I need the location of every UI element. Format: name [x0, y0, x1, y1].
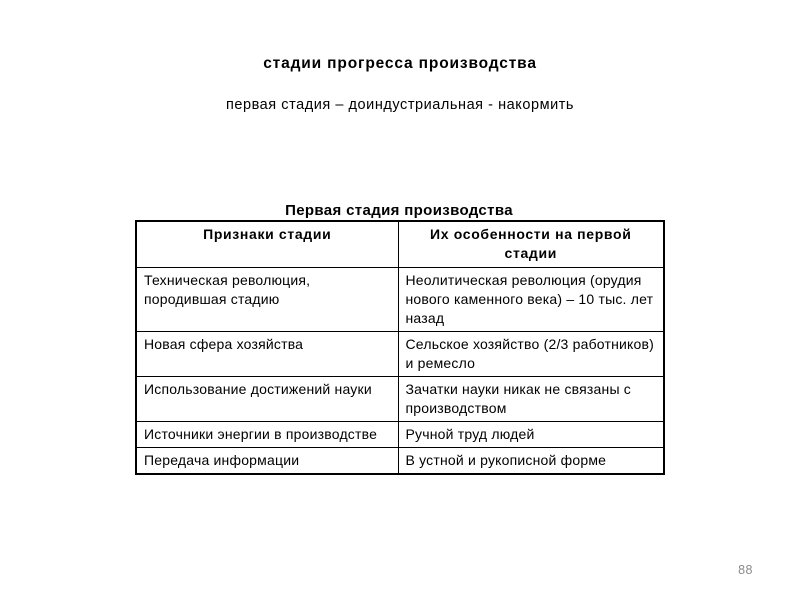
cell-feature: Использование достижений науки	[136, 377, 398, 422]
table-caption: Первая стадия производства	[285, 202, 513, 219]
cell-feature: Источники энергии в производстве	[136, 422, 398, 448]
cell-detail: Неолитическая революция (орудия нового каменного века) – 10 тыс. лет назад	[398, 268, 664, 332]
table-header-row	[136, 221, 664, 268]
cell-detail: Сельское хозяйство (2/3 работников) и ремесло	[398, 332, 664, 377]
cell-feature: Передача информации	[136, 448, 398, 475]
cell-detail: В устной и рукописной форме	[398, 448, 664, 475]
table-row	[136, 422, 664, 448]
table-row	[136, 377, 664, 422]
page-title: стадии прогресса производства	[263, 55, 537, 73]
table-body	[136, 268, 664, 475]
stage-features-table	[135, 220, 665, 475]
table-header	[136, 221, 664, 268]
table-row	[136, 268, 664, 332]
cell-feature: Новая сфера хозяйства	[136, 332, 398, 377]
page-number: 88	[738, 563, 753, 577]
cell-feature: Техническая революция, породившая стадию	[136, 268, 398, 332]
table-block	[135, 202, 663, 475]
column-header-feature: Признаки стадии	[136, 221, 398, 268]
table-row	[136, 448, 664, 475]
table-row	[136, 332, 664, 377]
cell-detail: Зачатки науки никак не связаны с производством	[398, 377, 664, 422]
column-header-detail: Их особенности на первой стадии	[398, 221, 664, 268]
page-subtitle: первая стадия – доиндустриальная - накормить	[225, 97, 575, 114]
cell-detail: Ручной труд людей	[398, 422, 664, 448]
